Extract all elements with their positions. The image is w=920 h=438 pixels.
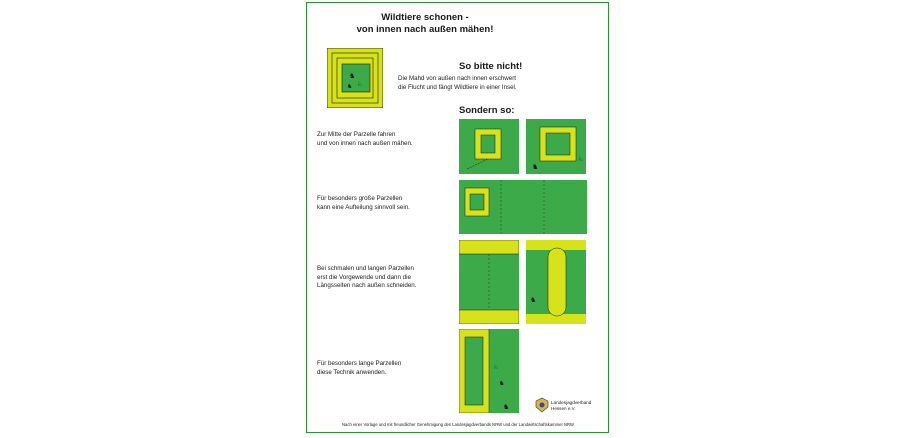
section-4-text bbox=[317, 360, 452, 377]
section-2-text bbox=[317, 195, 452, 212]
bad-line-2: die Flucht und fängt Wildtiere in einer Insel. bbox=[398, 83, 517, 91]
field-headland-diagram bbox=[459, 240, 519, 324]
field-center-out-diagram-2 bbox=[526, 119, 586, 174]
bad-heading: So bitte nicht! bbox=[459, 61, 523, 72]
field-outside-in-diagram bbox=[327, 48, 383, 108]
poster bbox=[306, 2, 609, 433]
svg-text:♞: ♞ bbox=[349, 73, 356, 80]
logo-text bbox=[551, 400, 591, 411]
bad-description bbox=[398, 75, 568, 92]
section-1-text bbox=[317, 131, 452, 148]
section-3-line-3: Längsseiten nach außen schneiden. bbox=[317, 282, 417, 290]
section-1-line-2: und von innen nach außen mähen. bbox=[317, 139, 413, 147]
svg-text:♘: ♘ bbox=[493, 365, 499, 371]
landesjagdverband-logo-icon bbox=[535, 397, 549, 413]
logo-line-2: Hessen e.V. bbox=[551, 405, 576, 411]
svg-text:♞: ♞ bbox=[503, 404, 510, 411]
svg-text:♘: ♘ bbox=[578, 157, 584, 163]
title-line-2: von innen nach außen mähen! bbox=[356, 24, 494, 35]
svg-text:♞: ♞ bbox=[532, 164, 539, 171]
section-2-line-2: kann eine Aufteilung sinnvoll sein. bbox=[317, 203, 410, 211]
section-3-line-1: Bei schmalen und langen Parzellen bbox=[317, 265, 414, 272]
field-long-technique-diagram bbox=[459, 329, 519, 413]
svg-text:♘: ♘ bbox=[357, 82, 363, 88]
section-2-line-1: Für besonders große Parzellen bbox=[317, 195, 403, 202]
section-3-text bbox=[317, 265, 452, 291]
section-3-line-2: erst die Vorgewende und dann die bbox=[317, 273, 411, 281]
svg-text:♞: ♞ bbox=[347, 84, 353, 90]
logo-line-1: Landesjagdverband bbox=[551, 400, 592, 405]
field-long-sides-diagram bbox=[526, 240, 586, 324]
svg-text:♞: ♞ bbox=[530, 297, 537, 304]
good-heading: Sondern so: bbox=[459, 105, 515, 116]
bad-line-1: Die Mahd von außen nach innen erschwert bbox=[398, 75, 516, 82]
field-split-diagram bbox=[459, 180, 587, 234]
section-4-line-1: Für besonders lange Parzellen bbox=[317, 360, 402, 367]
section-4-line-2: diese Technik anwenden. bbox=[317, 368, 387, 376]
title-line-1: Wildtiere schonen - bbox=[381, 12, 469, 23]
svg-text:♞: ♞ bbox=[499, 381, 505, 387]
section-1-line-1: Zur Mitte der Parzelle fahren bbox=[317, 131, 396, 138]
poster-title bbox=[325, 12, 525, 36]
field-center-out-diagram bbox=[459, 119, 519, 174]
footer-credit: Nach einer Vorlage und mit freundlicher Genehmigung des Landesjagdverbands NRW und der Landwirtschaftskammer NRW bbox=[342, 422, 574, 427]
